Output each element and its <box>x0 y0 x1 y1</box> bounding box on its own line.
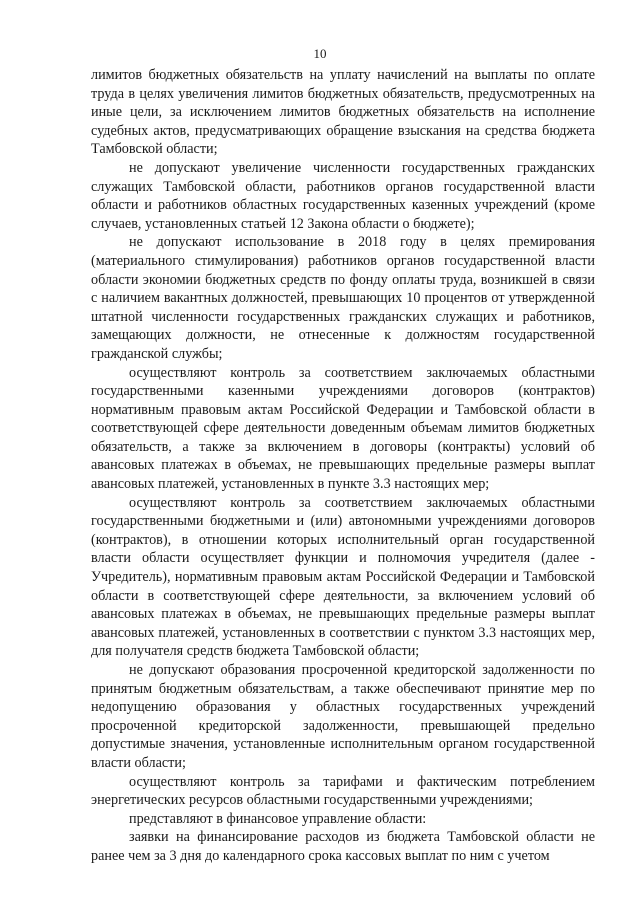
paragraph-3: не допускают использование в 2018 году в целях премирования (материального стимулирования) работников органов государственной власти области экономии бюджетных средств по фонду оплаты труда, возникшей в связи с наличием вакантных должностей, превышающих 10 процентов от утвержденной штатной численности государственных гражданских служащих и работников, замещающих должности, не отнесенные к должностям государственной гражданской службы; <box>91 234 595 362</box>
paragraph-2: не допускают увеличение численности государственных гражданских служащих Тамбовской области, работников органов государственной власти области и работников областных государственных казенных учреждений (кроме случаев, установленных статьей 12 Закона области о бюджете); <box>91 159 595 232</box>
paragraph-5: осуществляют контроль за соответствием заключаемых областными государственными бюджетными и (или) автономными учреждениями договоров (контрактов), в отношении которых исполнительный орган государственной власти области осуществляет функции и полномочия учредителя (далее - Учредитель), нормативным правовым актам Российской Федерации и Тамбовской области в соответствующей сфере деятельности, за включением условий об авансовых платежах в объемах, не превышающих предельные размеры выплат авансовых платежей, установленных в соответствии с пунктом 3.3 настоящих мер, для получателя средств бюджета Тамбовской области; <box>91 494 595 660</box>
paragraph-8: представляют в финансовое управление области: <box>129 810 427 827</box>
document-body <box>91 66 595 866</box>
paragraph-9: заявки на финансирование расходов из бюджета Тамбовской области не ранее чем за 3 дня до календарного срока кассовых выплат по ним с учетом <box>91 829 595 864</box>
paragraph-4: осуществляют контроль за соответствием заключаемых областными государственными казенными учреждениями договоров (контрактов) нормативным правовым актам Российской Федерации и Тамбовской области в соответствующей сфере деятельности доведенным объемам лимитов бюджетных обязательств, а также за включением в договоры (контракты) условий об авансовых платежах в объемах, не превышающих предельные размеры выплат авансовых платежей, установленных в пункте 3.3 настоящих мер; <box>91 364 595 493</box>
page-number: 10 <box>313 46 327 61</box>
paragraph-7: осуществляют контроль за тарифами и фактическим потреблением энергетических ресурсов областными государственными учреждениями; <box>91 773 595 809</box>
paragraph-1: лимитов бюджетных обязательств на уплату начислений на выплаты по оплате труда в целях увеличения лимитов бюджетных обязательств, предусмотренных на иные цели, за исключением лимитов бюджетных обязательств на исполнение судебных актов, предусматривающих обращение взыскания на средства бюджета Тамбовской области; <box>91 67 595 158</box>
paragraph-6: не допускают образования просроченной кредиторской задолженности по принятым бюджетным обязательствам, а также обеспечивают принятие мер по недопущению образования у областных государственных учреждений просроченной кредиторской задолженности, превышающей предельно допустимые значения, установленные исполнительным органом государственной власти области; <box>91 662 595 771</box>
